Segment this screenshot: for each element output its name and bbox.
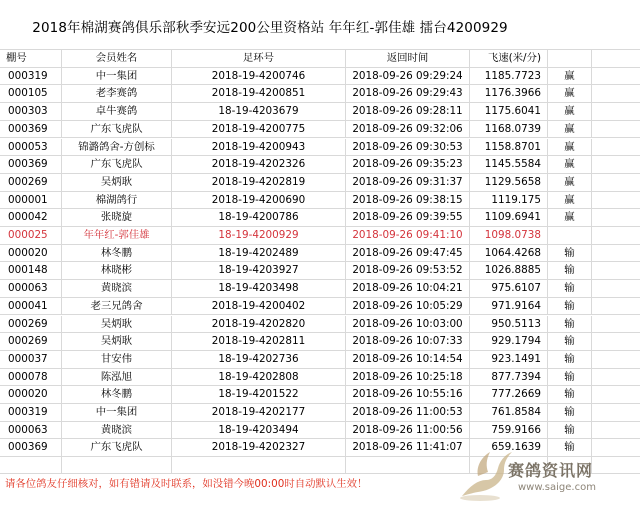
loft-no-cell[interactable]: 000369	[0, 156, 62, 174]
return-time-cell[interactable]: 2018-09-26 10:25:18	[346, 369, 470, 387]
watermark-url: www.saige.com	[518, 482, 596, 493]
ring-no-cell[interactable]: 18-19-4203498	[172, 280, 346, 298]
title-row[interactable]	[0, 0, 640, 50]
empty-cell[interactable]	[592, 121, 640, 139]
member-name-cell[interactable]: 广东飞虎队	[62, 121, 172, 139]
empty-cell[interactable]	[592, 139, 640, 157]
watermark-logo	[456, 446, 636, 506]
loft-no-cell[interactable]: 000319	[0, 68, 62, 86]
speed-cell[interactable]: 1119.175	[470, 192, 548, 210]
ring-no-cell[interactable]: 2018-19-4202820	[172, 316, 346, 334]
result-cell[interactable]: 赢	[548, 209, 592, 227]
speed-cell[interactable]: 1109.6941	[470, 209, 548, 227]
member-name-cell[interactable]: 锦潞鸽舍-方创标	[62, 139, 172, 157]
loft-no-cell[interactable]: 000001	[0, 192, 62, 210]
result-cell[interactable]: 赢	[548, 121, 592, 139]
result-cell[interactable]: 赢	[548, 192, 592, 210]
loft-no-cell[interactable]: 000078	[0, 369, 62, 387]
speed-cell[interactable]: 923.1491	[470, 351, 548, 369]
result-cell[interactable]: 输	[548, 298, 592, 316]
ring-no-cell[interactable]: 18-19-4203679	[172, 103, 346, 121]
ring-no-cell[interactable]: 2018-19-4200746	[172, 68, 346, 86]
speed-cell[interactable]: 877.7394	[470, 369, 548, 387]
empty-cell[interactable]	[592, 174, 640, 192]
result-cell[interactable]: 赢	[548, 174, 592, 192]
result-cell[interactable]: 赢	[548, 68, 592, 86]
ring-no-cell[interactable]: 2018-19-4200943	[172, 139, 346, 157]
loft-no-cell[interactable]: 000269	[0, 174, 62, 192]
ring-no-cell[interactable]: 18-19-4202808	[172, 369, 346, 387]
empty-cell[interactable]	[592, 262, 640, 280]
empty-cell[interactable]	[592, 68, 640, 86]
ring-no-cell[interactable]: 2018-19-4202326	[172, 156, 346, 174]
table-row[interactable]	[0, 85, 640, 103]
speed-cell[interactable]: 975.6107	[470, 280, 548, 298]
table-row[interactable]	[0, 422, 640, 440]
result-cell[interactable]: 赢	[548, 103, 592, 121]
table-row[interactable]	[0, 404, 640, 422]
loft-no-cell[interactable]: 000063	[0, 280, 62, 298]
column-header-member-name[interactable]: 会员姓名	[62, 50, 172, 68]
empty-cell[interactable]	[592, 209, 640, 227]
result-cell[interactable]: 输	[548, 262, 592, 280]
empty-cell[interactable]	[592, 156, 640, 174]
table-row[interactable]	[0, 156, 640, 174]
table-row-highlighted[interactable]	[0, 227, 640, 245]
ring-no-cell[interactable]: 2018-19-4200851	[172, 85, 346, 103]
member-name-cell[interactable]: 林晓彬	[62, 262, 172, 280]
ring-no-cell[interactable]: 18-19-4203494	[172, 422, 346, 440]
speed-cell[interactable]: 1176.3966	[470, 85, 548, 103]
column-header-empty[interactable]	[592, 50, 640, 68]
result-cell[interactable]: 输	[548, 316, 592, 334]
member-name-cell[interactable]: 黄晓滨	[62, 280, 172, 298]
member-name-cell[interactable]: 甘安伟	[62, 351, 172, 369]
loft-no-cell[interactable]: 000025	[0, 227, 62, 245]
empty-cell[interactable]	[592, 422, 640, 440]
ring-no-cell[interactable]: 2018-19-4200775	[172, 121, 346, 139]
return-time-cell[interactable]: 2018-09-26 11:41:07	[346, 439, 470, 457]
loft-no-cell[interactable]: 000303	[0, 103, 62, 121]
loft-no-cell[interactable]: 000105	[0, 85, 62, 103]
member-name-cell[interactable]: 林冬鹏	[62, 386, 172, 404]
member-name-cell[interactable]: 广东飞虎队	[62, 156, 172, 174]
ring-no-cell[interactable]: 18-19-4202736	[172, 351, 346, 369]
result-cell[interactable]	[548, 227, 592, 245]
ring-no-cell[interactable]: 2018-19-4202177	[172, 404, 346, 422]
table-row[interactable]	[0, 369, 640, 387]
return-time-cell[interactable]: 2018-09-26 09:47:45	[346, 245, 470, 263]
member-name-cell[interactable]: 张晓旋	[62, 209, 172, 227]
table-row[interactable]	[0, 280, 640, 298]
member-name-cell[interactable]: 陈泓旭	[62, 369, 172, 387]
empty-cell[interactable]	[592, 351, 640, 369]
column-header-ring-no[interactable]: 足环号	[172, 50, 346, 68]
result-cell[interactable]: 输	[548, 386, 592, 404]
result-cell[interactable]: 输	[548, 333, 592, 351]
return-time-cell[interactable]: 2018-09-26 11:00:53	[346, 404, 470, 422]
loft-no-cell[interactable]: 000037	[0, 351, 62, 369]
speed-cell[interactable]: 761.8584	[470, 404, 548, 422]
loft-no-cell[interactable]: 000053	[0, 139, 62, 157]
empty-cell[interactable]	[592, 280, 640, 298]
return-time-cell[interactable]: 2018-09-26 11:00:56	[346, 422, 470, 440]
table-row[interactable]	[0, 351, 640, 369]
ring-no-cell[interactable]: 2018-19-4202819	[172, 174, 346, 192]
return-time-cell[interactable]: 2018-09-26 10:04:21	[346, 280, 470, 298]
table-row[interactable]	[0, 139, 640, 157]
speed-cell[interactable]: 929.1794	[470, 333, 548, 351]
loft-no-cell[interactable]: 000269	[0, 316, 62, 334]
return-time-cell[interactable]: 2018-09-26 09:38:15	[346, 192, 470, 210]
loft-no-cell[interactable]: 000020	[0, 245, 62, 263]
table-row[interactable]	[0, 262, 640, 280]
ring-no-cell[interactable]: 18-19-4200786	[172, 209, 346, 227]
speed-cell[interactable]: 759.9166	[470, 422, 548, 440]
pigeon-icon	[456, 446, 516, 502]
loft-no-cell[interactable]: 000042	[0, 209, 62, 227]
empty-cell[interactable]	[592, 245, 640, 263]
column-header-return-time[interactable]: 返回时间	[346, 50, 470, 68]
speed-cell[interactable]: 777.2669	[470, 386, 548, 404]
speed-cell[interactable]: 950.5113	[470, 316, 548, 334]
speed-cell[interactable]: 1185.7723	[470, 68, 548, 86]
return-time-cell[interactable]: 2018-09-26 09:53:52	[346, 262, 470, 280]
ring-no-cell[interactable]: 18-19-4201522	[172, 386, 346, 404]
loft-no-cell[interactable]: 000063	[0, 422, 62, 440]
return-time-cell[interactable]: 2018-09-26 09:41:10	[346, 227, 470, 245]
loft-no-cell[interactable]: 000020	[0, 386, 62, 404]
watermark-text: 赛鸽资讯网	[508, 461, 594, 480]
table-row[interactable]	[0, 121, 640, 139]
loft-no-cell[interactable]: 000148	[0, 262, 62, 280]
result-cell[interactable]: 赢	[548, 156, 592, 174]
table-header	[0, 50, 640, 68]
speed-cell[interactable]: 1168.0739	[470, 121, 548, 139]
table-row[interactable]	[0, 68, 640, 86]
loft-no-cell[interactable]: 000319	[0, 404, 62, 422]
table-row[interactable]	[0, 298, 640, 316]
result-cell[interactable]: 输	[548, 369, 592, 387]
ring-no-cell[interactable]: 2018-19-4202327	[172, 439, 346, 457]
result-cell[interactable]: 输	[548, 439, 592, 457]
loft-no-cell[interactable]: 000369	[0, 439, 62, 457]
member-name-cell[interactable]: 黄晓滨	[62, 422, 172, 440]
ring-no-cell[interactable]: 2018-19-4200690	[172, 192, 346, 210]
member-name-cell[interactable]: 卓牛赛鸽	[62, 103, 172, 121]
speed-cell[interactable]: 1145.5584	[470, 156, 548, 174]
return-time-cell[interactable]: 2018-09-26 09:29:24	[346, 68, 470, 86]
return-time-cell[interactable]: 2018-09-26 10:05:29	[346, 298, 470, 316]
return-time-cell[interactable]: 2018-09-26 10:03:00	[346, 316, 470, 334]
speed-cell[interactable]: 1026.8885	[470, 262, 548, 280]
ring-no-cell[interactable]: 2018-19-4200402	[172, 298, 346, 316]
column-header-result[interactable]	[548, 50, 592, 68]
empty-cell[interactable]	[592, 386, 640, 404]
speed-cell[interactable]: 1064.4268	[470, 245, 548, 263]
return-time-cell[interactable]: 2018-09-26 09:29:43	[346, 85, 470, 103]
return-time-cell[interactable]: 2018-09-26 09:39:55	[346, 209, 470, 227]
table-row[interactable]	[0, 245, 640, 263]
member-name-cell[interactable]: 年年红-郭佳雄	[62, 227, 172, 245]
table-row[interactable]	[0, 333, 640, 351]
result-cell[interactable]: 输	[548, 351, 592, 369]
table-row[interactable]	[0, 209, 640, 227]
ring-no-cell[interactable]: 2018-19-4202811	[172, 333, 346, 351]
table-row[interactable]	[0, 103, 640, 121]
member-name-cell[interactable]: 中一集团	[62, 404, 172, 422]
speed-cell[interactable]: 1158.8701	[470, 139, 548, 157]
loft-no-cell[interactable]: 000269	[0, 333, 62, 351]
return-time-cell[interactable]: 2018-09-26 09:32:06	[346, 121, 470, 139]
empty-cell[interactable]	[592, 85, 640, 103]
table-row[interactable]	[0, 316, 640, 334]
member-name-cell[interactable]: 林冬鹏	[62, 245, 172, 263]
member-name-cell[interactable]: 老李赛鸽	[62, 85, 172, 103]
empty-cell[interactable]	[592, 298, 640, 316]
empty-cell[interactable]	[592, 103, 640, 121]
speed-cell[interactable]: 971.9164	[470, 298, 548, 316]
table-row[interactable]	[0, 174, 640, 192]
loft-no-cell[interactable]: 000041	[0, 298, 62, 316]
return-time-cell[interactable]: 2018-09-26 09:28:11	[346, 103, 470, 121]
empty-cell[interactable]	[592, 333, 640, 351]
empty-cell[interactable]	[592, 316, 640, 334]
speed-cell[interactable]: 1098.0738	[470, 227, 548, 245]
return-time-cell[interactable]: 2018-09-26 10:07:33	[346, 333, 470, 351]
table-row[interactable]	[0, 192, 640, 210]
result-cell[interactable]: 输	[548, 422, 592, 440]
result-cell[interactable]: 输	[548, 404, 592, 422]
member-name-cell[interactable]: 吴炳耿	[62, 333, 172, 351]
column-header-loft-no[interactable]: 棚号	[0, 50, 62, 68]
column-header-speed[interactable]: 飞速(米/分)	[470, 50, 548, 68]
speed-cell[interactable]: 659.1639	[470, 439, 548, 457]
member-name-cell[interactable]: 中一集团	[62, 68, 172, 86]
table-row[interactable]	[0, 386, 640, 404]
member-name-cell[interactable]: 棉湖鸽行	[62, 192, 172, 210]
result-cell[interactable]: 输	[548, 280, 592, 298]
return-time-cell[interactable]: 2018-09-26 10:14:54	[346, 351, 470, 369]
member-name-cell[interactable]: 吴炳耿	[62, 316, 172, 334]
return-time-cell[interactable]: 2018-09-26 09:35:23	[346, 156, 470, 174]
result-cell[interactable]: 赢	[548, 139, 592, 157]
speed-cell[interactable]: 1129.5658	[470, 174, 548, 192]
empty-cell[interactable]	[592, 227, 640, 245]
speed-cell[interactable]: 1175.6041	[470, 103, 548, 121]
return-time-cell[interactable]: 2018-09-26 09:31:37	[346, 174, 470, 192]
member-name-cell[interactable]: 广东飞虎队	[62, 439, 172, 457]
result-cell[interactable]: 输	[548, 245, 592, 263]
ring-no-cell[interactable]: 18-19-4202489	[172, 245, 346, 263]
return-time-cell[interactable]: 2018-09-26 10:55:16	[346, 386, 470, 404]
empty-cell[interactable]	[592, 369, 640, 387]
sheet-title: 2018年棉湖赛鸽俱乐部秋季安远200公里资格站 年年红-郭佳雄 擂台4200929	[32, 20, 508, 36]
result-cell[interactable]: 赢	[548, 85, 592, 103]
notice-text: 请各位鸽友仔细核对，如有错请及时联系，如没错今晚00:00时自动默认生效！	[5, 478, 368, 490]
empty-cell[interactable]	[592, 404, 640, 422]
loft-no-cell[interactable]: 000369	[0, 121, 62, 139]
member-name-cell[interactable]: 吴炳耿	[62, 174, 172, 192]
empty-cell[interactable]	[592, 192, 640, 210]
member-name-cell[interactable]: 老三兄鸽舍	[62, 298, 172, 316]
ring-no-cell[interactable]: 18-19-4203927	[172, 262, 346, 280]
return-time-cell[interactable]: 2018-09-26 09:30:53	[346, 139, 470, 157]
ring-no-cell[interactable]: 18-19-4200929	[172, 227, 346, 245]
